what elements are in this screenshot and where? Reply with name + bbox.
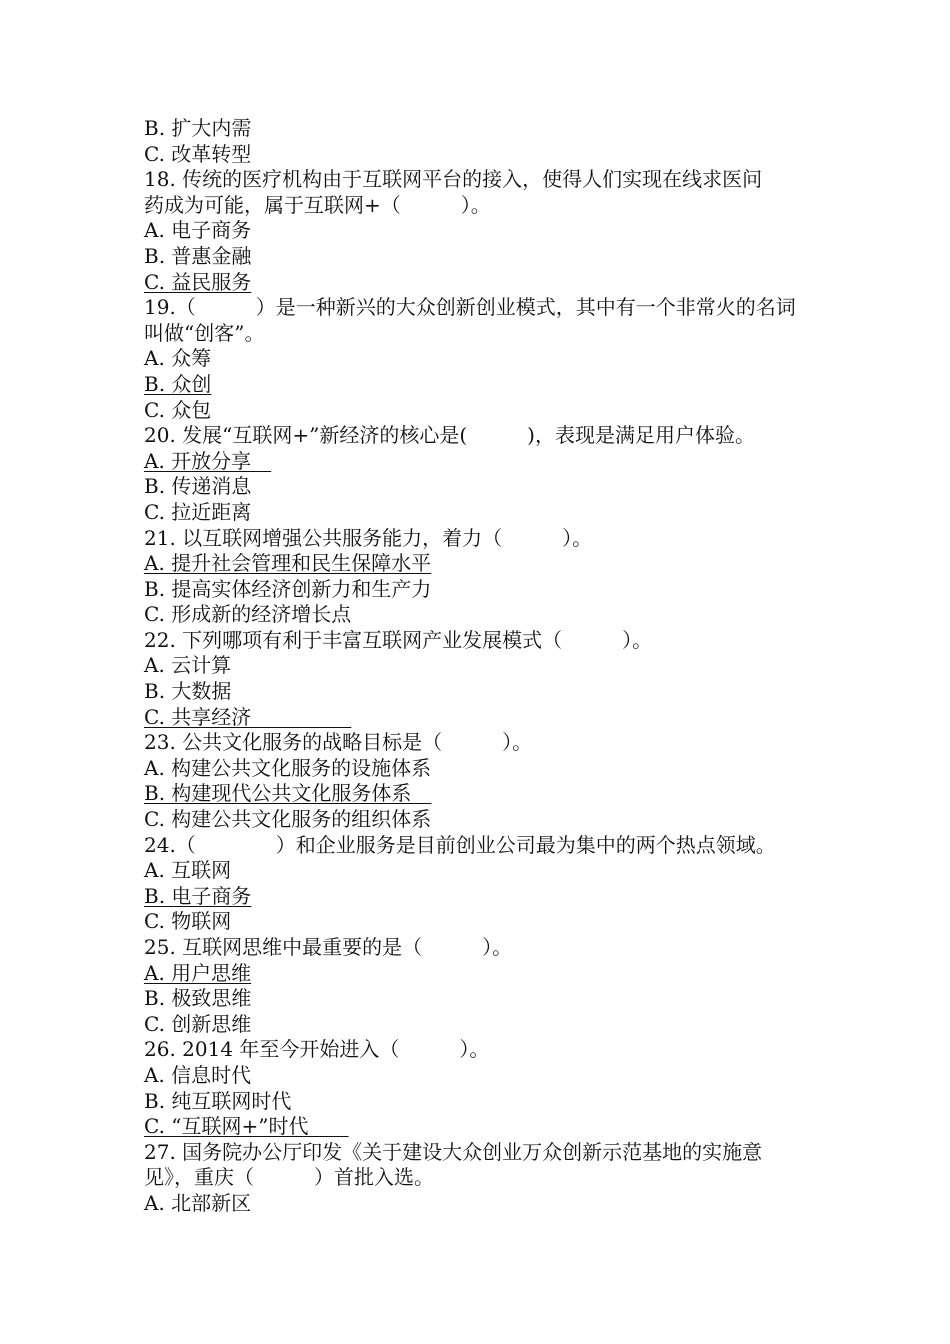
line-text: 23. 公共文化服务的战略目标是（ ）。 xyxy=(144,730,533,755)
text-line xyxy=(144,1191,814,1217)
text-line xyxy=(144,398,814,424)
text-line xyxy=(144,167,814,193)
text-line xyxy=(144,679,814,705)
text-line xyxy=(144,218,814,244)
line-text: A. 用户思维 xyxy=(144,960,252,985)
line-text: C. 构建公共文化服务的组织体系 xyxy=(144,807,432,832)
line-text: B. 电子商务 xyxy=(144,883,252,908)
line-text: 叫做“创客”。 xyxy=(144,320,265,345)
line-text: A. 众筹 xyxy=(144,346,212,371)
answer-option-line xyxy=(144,705,814,731)
text-line xyxy=(144,193,814,219)
text-line xyxy=(144,116,814,142)
text-line xyxy=(144,1165,814,1191)
line-text: B. 扩大内需 xyxy=(144,116,252,140)
text-line xyxy=(144,858,814,884)
line-text: C. 拉近距离 xyxy=(144,499,252,524)
answer-option-line xyxy=(144,1114,814,1140)
text-line xyxy=(144,244,814,270)
text-line xyxy=(144,628,814,654)
line-text: 药成为可能，属于互联网+（ ）。 xyxy=(144,192,491,217)
line-text: C. 改革转型 xyxy=(144,141,252,166)
line-text: C. “互联网+”时代 xyxy=(144,1114,349,1139)
line-text: A. 提升社会管理和民生保障水平 xyxy=(144,551,432,576)
text-line xyxy=(144,833,814,859)
line-text: C. 物联网 xyxy=(144,909,232,934)
line-text: 21. 以互联网增强公共服务能力，着力（ ）。 xyxy=(144,525,593,550)
line-text: A. 信息时代 xyxy=(144,1062,252,1087)
line-text: 19.（ ）是一种新兴的大众创新创业模式，其中有一个非常火的名词 xyxy=(144,295,796,320)
line-text: B. 普惠金融 xyxy=(144,243,252,268)
text-line xyxy=(144,602,814,628)
text-line xyxy=(144,1037,814,1063)
text-line xyxy=(144,500,814,526)
line-text: B. 众创 xyxy=(144,371,212,396)
answer-option-line xyxy=(144,372,814,398)
line-text: C. 共享经济 xyxy=(144,704,352,729)
text-line xyxy=(144,321,814,347)
line-text: A. 北部新区 xyxy=(144,1190,252,1215)
text-line xyxy=(144,346,814,372)
line-text: 26. 2014 年至今开始进入（ ）。 xyxy=(144,1037,490,1062)
line-text: 18. 传统的医疗机构由于互联网平台的接入，使得人们实现在线求医问 xyxy=(144,167,763,192)
line-text: B. 大数据 xyxy=(144,679,232,704)
line-text: B. 纯互联网时代 xyxy=(144,1088,292,1113)
text-line xyxy=(144,1089,814,1115)
text-line xyxy=(144,909,814,935)
line-text: A. 电子商务 xyxy=(144,218,252,243)
text-line xyxy=(144,1063,814,1089)
line-text: B. 构建现代公共文化服务体系 xyxy=(144,781,432,806)
text-line xyxy=(144,577,814,603)
line-text: A. 构建公共文化服务的设施体系 xyxy=(144,755,432,780)
text-line xyxy=(144,423,814,449)
text-line xyxy=(144,756,814,782)
line-text: B. 极致思维 xyxy=(144,986,252,1011)
line-text: 20. 发展“互联网+”新经济的核心是( )，表现是满足用户体验。 xyxy=(144,423,755,448)
line-text: 22. 下列哪项有利于丰富互联网产业发展模式（ ）。 xyxy=(144,627,653,652)
text-line xyxy=(144,730,814,756)
text-line xyxy=(144,474,814,500)
line-text: C. 众包 xyxy=(144,397,212,422)
line-text: B. 传递消息 xyxy=(144,474,252,499)
line-text: B. 提高实体经济创新力和生产力 xyxy=(144,576,432,601)
text-line xyxy=(144,986,814,1012)
line-text: 27. 国务院办公厅印发《关于建设大众创业万众创新示范基地的实施意 xyxy=(144,1139,763,1164)
answer-option-line xyxy=(144,884,814,910)
text-line xyxy=(144,1140,814,1166)
document-page xyxy=(144,116,814,1217)
text-line xyxy=(144,653,814,679)
text-line xyxy=(144,142,814,168)
line-text: A. 云计算 xyxy=(144,653,232,678)
answer-option-line xyxy=(144,449,814,475)
line-text: 24.（ ）和企业服务是目前创业公司最为集中的两个热点领域。 xyxy=(144,832,776,857)
text-line xyxy=(144,295,814,321)
line-text: A. 开放分享 xyxy=(144,448,272,473)
text-line xyxy=(144,1012,814,1038)
text-line xyxy=(144,807,814,833)
answer-option-line xyxy=(144,551,814,577)
answer-option-line xyxy=(144,781,814,807)
answer-option-line xyxy=(144,961,814,987)
text-line xyxy=(144,935,814,961)
line-text: C. 形成新的经济增长点 xyxy=(144,602,352,627)
line-text: 见》，重庆（ ）首批入选。 xyxy=(144,1165,434,1190)
line-text: C. 创新思维 xyxy=(144,1011,252,1036)
line-text: A. 互联网 xyxy=(144,858,232,883)
line-text: C. 益民服务 xyxy=(144,269,252,294)
answer-option-line xyxy=(144,270,814,296)
text-line xyxy=(144,526,814,552)
line-text: 25. 互联网思维中最重要的是（ ）。 xyxy=(144,935,513,959)
